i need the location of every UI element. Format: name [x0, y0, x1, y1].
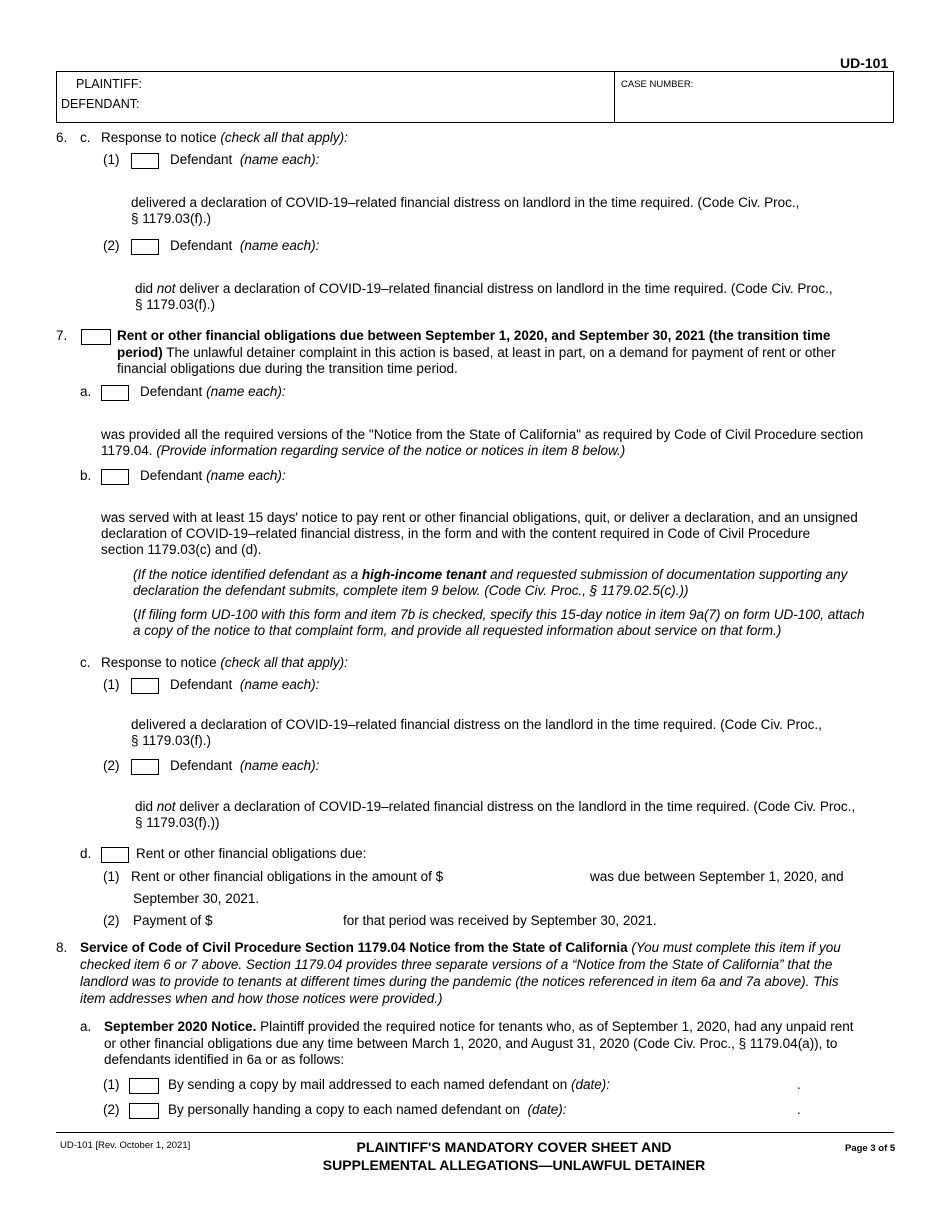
item-7d1-text-mid: was due between September 1, 2020, and: [590, 869, 844, 884]
item-8a1-number: (1): [103, 1077, 120, 1092]
item-7-title-c: financial obligations due during the transition time period.: [117, 361, 458, 376]
item-7c1-text-b: § 1179.03(f).): [131, 733, 212, 748]
item-7c-title: Response to notice (check all that apply):: [101, 655, 348, 670]
item-8a2-checkbox[interactable]: [129, 1103, 159, 1119]
item-6c2-text-a: did not deliver a declaration of COVID-19–related financial distress on landlord in the time required. (Code Civ. Proc.,: [135, 281, 833, 296]
item-8a2-text: By personally handing a copy to each named defendant on (date):: [168, 1102, 567, 1117]
item-6c1-text-b: § 1179.03(f).): [131, 211, 212, 226]
item-8a-letter: a.: [80, 1019, 92, 1034]
item-6c2-text-b: § 1179.03(f).): [135, 297, 216, 312]
case-number-label: CASE NUMBER:: [621, 79, 694, 90]
item-7c2-text-b: § 1179.03(f).)): [135, 815, 220, 830]
item-8-number: 8.: [56, 940, 68, 955]
defendant-label: DEFENDANT:: [61, 97, 140, 111]
item-7-number: 7.: [56, 328, 68, 343]
item-7b-checkbox[interactable]: [101, 469, 129, 485]
defendant-field[interactable]: [150, 97, 605, 114]
item-8a2-number: (2): [103, 1102, 120, 1117]
item-6c2-number: (2): [103, 238, 120, 253]
item-8a2-date-field[interactable]: [590, 1101, 790, 1118]
item-7c2-number: (2): [103, 758, 120, 773]
item-7c2-label: Defendant (name each):: [170, 758, 320, 773]
item-7d1-amount-field[interactable]: [455, 868, 583, 885]
item-7d-label: Rent or other financial obligations due:: [136, 846, 367, 861]
item-7d2-amount-field[interactable]: [215, 912, 337, 929]
item-6c1-number: (1): [103, 152, 120, 167]
plaintiff-field[interactable]: [150, 76, 605, 93]
item-6c-letter: c.: [80, 130, 91, 145]
item-6c1-text-a: delivered a declaration of COVID-19–related financial distress on landlord in the time required. (Code Civ. Proc.,: [131, 195, 800, 210]
item-7a-checkbox[interactable]: [101, 385, 129, 401]
footer-title: PLAINTIFF'S MANDATORY COVER SHEET AND SUPPLEMENTAL ALLEGATIONS—UNLAWFUL DETAINER: [322, 1139, 706, 1173]
item-7-title-b: period) The unlawful detainer complaint in this action is based, at least in part, on a demand for payment of rent or other: [117, 345, 836, 360]
item-6c2-checkbox[interactable]: [131, 239, 159, 255]
footer-revision: UD-101 [Rev. October 1, 2021]: [60, 1140, 191, 1151]
item-7b-text-a: was served with at least 15 days' notice to pay rent or other financial obligations, quit, or deliver a declaration, and an unsigned: [101, 510, 858, 525]
item-7b-text-b: declaration of COVID-19–related financial distress, in the form and with the content required in Code of Civil Procedure: [101, 526, 811, 541]
item-7b-label: Defendant (name each):: [140, 468, 286, 483]
item-7-title-a: Rent or other financial obligations due between September 1, 2020, and September 30, 2021 (the transition time: [117, 328, 831, 343]
item-7c1-label: Defendant (name each):: [170, 677, 320, 692]
item-7b-note1-b: declaration the defendant submits, complete item 9 below. (Code Civ. Proc., § 1179.02.5(c).)): [133, 583, 689, 598]
item-6c1-label: Defendant (name each):: [170, 152, 320, 167]
case-number-field[interactable]: [620, 93, 888, 118]
item-8a1-text: By sending a copy by mail addressed to each named defendant on (date):: [168, 1077, 611, 1092]
plaintiff-label: PLAINTIFF:: [76, 77, 142, 91]
item-7b-text-c: section 1179.03(c) and (d).: [101, 542, 262, 557]
footer-page-number: Page 3 of 5: [845, 1143, 896, 1154]
item-7b-note1-a: (If the notice identified defendant as a high-income tenant and requested submission of documentation supporting any: [133, 567, 848, 582]
item-7c2-text-a: did not deliver a declaration of COVID-19–related financial distress on the landlord in the time required. (Code Civ. Proc.,: [135, 799, 856, 814]
item-7c2-checkbox[interactable]: [131, 759, 159, 775]
item-8a-text-b: or other financial obligations due any time between March 1, 2020, and August 31, 2020 (Code Civ. Proc., § 1179.04(a)), to: [104, 1036, 838, 1051]
item-7d1-text: Rent or other financial obligations in the amount of $: [131, 869, 444, 884]
item-7c-letter: c.: [80, 655, 91, 670]
item-8a-text-a: September 2020 Notice. Plaintiff provided the required notice for tenants who, as of September 1, 2020, had any unpaid rent: [104, 1019, 854, 1034]
item-7c1-number: (1): [103, 677, 120, 692]
item-7a-letter: a.: [80, 384, 92, 399]
item-8-title-a: Service of Code of Civil Procedure Section 1179.04 Notice from the State of California (You must complete this item if you: [80, 940, 841, 955]
item-8a2-period: .: [797, 1102, 801, 1117]
item-8-title-b: checked item 6 or 7 above. Section 1179.04 provides three separate versions of a “Notice from the State of California” that the: [80, 957, 833, 972]
item-6c1-checkbox[interactable]: [131, 153, 159, 169]
item-7a-text-a: was provided all the required versions of the "Notice from the State of California" as required by Code of Civil Procedure section: [101, 427, 864, 442]
item-6-number: 6.: [56, 130, 68, 145]
item-8-title-d: item addresses when and how those notices were provided.): [80, 991, 443, 1006]
item-7-checkbox[interactable]: [81, 329, 111, 345]
item-8a1-period: .: [797, 1077, 801, 1092]
item-8a-text-c: defendants identified in 6a or as follows:: [104, 1052, 345, 1067]
item-7d-letter: d.: [80, 846, 92, 861]
item-7d2-number: (2): [103, 913, 120, 928]
form-number: UD-101: [840, 55, 889, 71]
item-7b-note2-b: a copy of the notice to that complaint form, and provide all requested information about service on that form.): [133, 623, 782, 638]
item-8-title-c: landlord was to provide to tenants at different times during the pandemic (the notices referenced in item 6a and 7a above). This: [80, 974, 839, 989]
item-7d2-text-mid: for that period was received by September 30, 2021.: [343, 913, 657, 928]
footer-rule: [56, 1132, 894, 1133]
item-8a1-checkbox[interactable]: [129, 1078, 159, 1094]
item-7b-note2-a: (If filing form UD-100 with this form and item 7b is checked, specify this 15-day notice in item 9a(7) on form UD-100, attach: [133, 607, 865, 622]
item-7a-text-b: 1179.04. (Provide information regarding service of the notice or notices in item 8 below.): [101, 443, 626, 458]
item-7b-letter: b.: [80, 468, 92, 483]
item-6c2-label: Defendant (name each):: [170, 238, 320, 253]
item-7d-checkbox[interactable]: [101, 847, 129, 863]
item-6c-title: Response to notice (check all that apply):: [101, 130, 348, 145]
item-7d1-text-b: September 30, 2021.: [133, 891, 260, 906]
item-7c1-checkbox[interactable]: [131, 678, 159, 694]
item-7a-label: Defendant (name each):: [140, 384, 286, 399]
item-7d2-text: Payment of $: [133, 913, 213, 928]
caption-divider: [614, 71, 615, 123]
item-7d1-number: (1): [103, 869, 120, 884]
item-8a1-date-field[interactable]: [640, 1076, 790, 1093]
item-7c1-text-a: delivered a declaration of COVID-19–related financial distress on the landlord in the time required. (Code Civ. Proc.,: [131, 717, 822, 732]
